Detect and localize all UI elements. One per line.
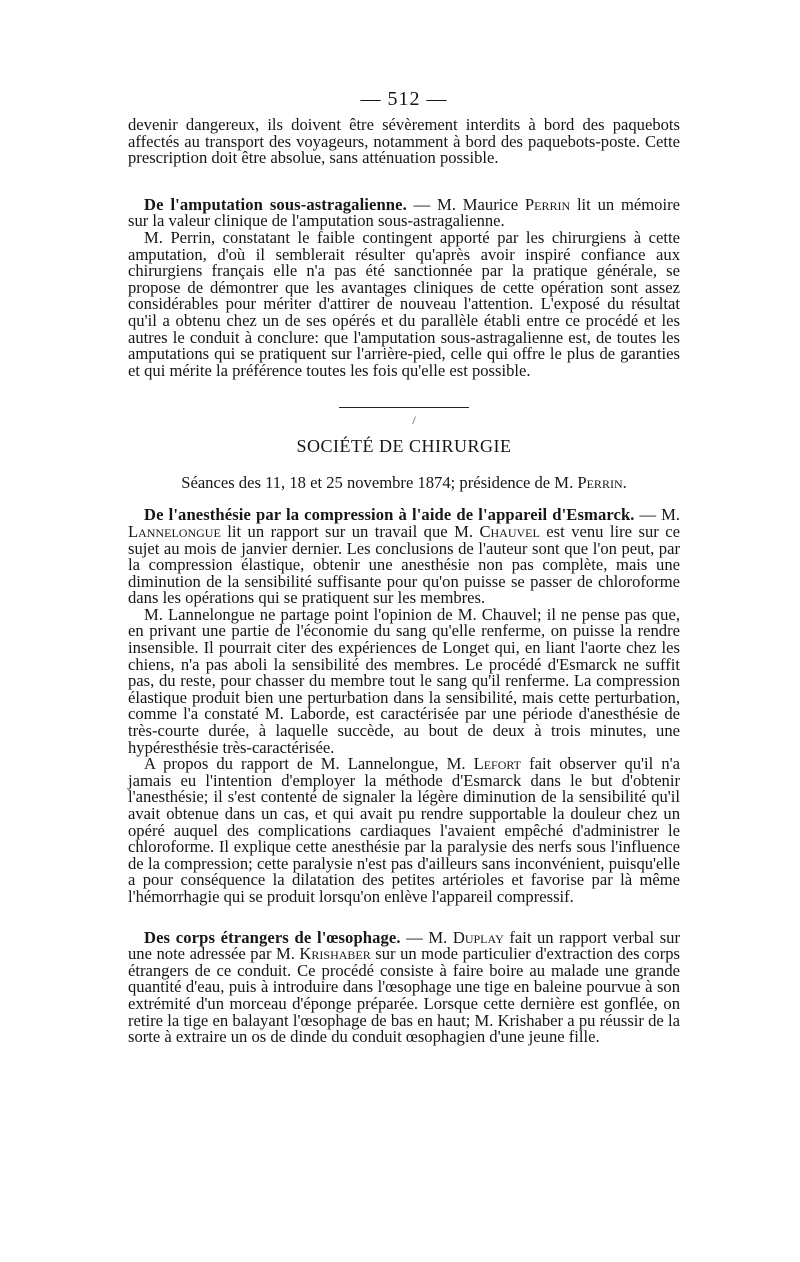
oesophage-name-1: Duplay <box>452 927 504 947</box>
anesthesie-name-1: Lannelongue <box>128 521 221 541</box>
anesthesie-heading: De l'anesthésie par la compression à l'aide de l'appareil d'Esmarck. <box>144 505 635 525</box>
document-page <box>128 88 680 1046</box>
anesthesie-paragraph <box>128 507 680 607</box>
oesophage-heading: Des corps étrangers de l'œsophage. <box>144 927 401 947</box>
anesthesie-t3: est venu lire sur ce sujet au mois de janvier dernier. Les conclusions de l'auteur sont que l'on peut, par la compression élastique, obtenir une anesthésie non pas complète, mais une diminution de la sensibilité suffisante pour qu'on puisse se passer de chloroforme dans les opérations qui se pratiquent sur les membres. <box>128 521 680 608</box>
page-number: — 512 — <box>360 88 448 110</box>
amputation-rest: lit un mémoire sur la valeur clinique de l'amputation sous-astragalienne. <box>128 194 680 231</box>
oesophage-t2: fait un rapport verbal sur une note adressée par M. <box>128 927 680 964</box>
anesthesie-p3b: fait observer qu'il n'a jamais eu l'intention d'employer la méthode d'Esmarck dans le but d'obtenir l'anesthésie; il s'est contenté de signaler la légère diminution de la sensibilité qu'il avait obtenue dans un cas, et qui avait pu rendre supportable la douleur chez un opéré auquel des complications cardiaques l'avaient empêché d'administrer le chloroforme. Il explique cette anesthésie par la paralysie des nerfs sous l'influence de la compression; cette paralysie n'est pas d'ailleurs sans inconvénient, puisqu'elle a pour conséquence la dilatation des petites artérioles et favorise par là même l'hémorrhagie qui se produit lorsqu'on enlève l'appareil compressif. <box>128 754 680 906</box>
amputation-intro: — M. Maurice <box>406 194 525 214</box>
oesophage-t1: — M. <box>400 927 453 947</box>
anesthesie-name-2: Chauvel <box>479 521 540 541</box>
seances-president: Perrin <box>577 473 623 493</box>
section-divider <box>339 407 469 408</box>
continued-paragraph: devenir dangereux, ils doivent être sévèrement interdits à bord des paquebots affectés au transport des voyageurs, notamment à bord des paquebots-poste. Cette prescription doit être absolue, sans atténuation possible. <box>128 115 680 168</box>
oesophage-name-2: Krishaber <box>299 944 371 964</box>
amputation-paragraph <box>128 194 680 231</box>
anesthesie-p3a: A propos du rapport de M. Lannelongue, M. <box>144 754 474 774</box>
society-title: SOCIÉTÉ DE CHIRURGIE <box>296 436 512 457</box>
amputation-heading: De l'amputation sous-astragalienne. <box>144 194 407 214</box>
anesthesie-paragraph-3 <box>128 756 680 905</box>
seances-end: . <box>622 473 627 493</box>
anesthesie-t1: — M. <box>634 505 681 525</box>
anesthesie-name-3: Lefort <box>473 754 521 774</box>
anesthesie-paragraph-2: M. Lannelongue ne partage point l'opinion de M. Chauvel; il ne pense pas que, en privant une partie de l'économie du sang qu'elle renferme, on puisse la rendre insensible. Il pourrait citer des expériences de Longet qui, en liant l'aorte chez les chiens, n'a pas aboli la sensibilité des membres. Le procédé d'Esmarck ne suffit pas, du reste, pour chasser du membre tout le sang qu'il renferme. La compression élastique produit bien une perturbation dans la sensibilité, mais cette perturbation, comme l'a constaté M. Laborde, est caractérisée par une période d'anesthésie de très-courte durée, à laquelle succède, au bout de deux à trois minutes, une hypéresthésie très-caractérisée. <box>128 604 680 757</box>
anesthesie-t2: lit un rapport sur un travail que M. <box>220 521 480 541</box>
amputation-author: Perrin <box>524 194 571 214</box>
oesophage-t3: sur un mode particulier d'extraction des corps étrangers de ce conduit. Ce procédé consiste à faire boire au malade une grande quantité d'eau, puis à introduire dans l'œsophage une tige en baleine pourvue à son extrémité d'un morceau d'éponge préparée. Lorsque cette dernière est gonflée, on retire la tige en balayant l'œsophage de bas en haut; M. Krishaber a pu réussir de la sorte à extraire un os de dinde du conduit œsophagien d'une jeune fille. <box>128 944 680 1047</box>
oesophage-paragraph <box>128 927 680 1047</box>
amputation-paragraph-2: M. Perrin, constatant le faible contingent apporté par les chirurgiens à cette amputation, d'où il semblerait résulter qu'après avoir inspiré confiance aux chirurgiens français elle n'a pas été sanctionnée par la pratique générale, se propose de démontrer que les avantages cliniques de cette opération sont assez considérables pour mériter d'attirer de nouveau l'attention. L'exposé du résultat qu'il a obtenu chez un de ses opérés et du parallèle établi entre ce procédé et les autres le conduit à conclure: que l'amputation sous-astragalienne est, de toutes les amputations qui se pratiquent sur l'arrière-pied, celle qui offre le plus de garanties et qui mérite la préférence toutes les fois qu'elle est possible. <box>128 227 680 380</box>
divider-mark: / <box>412 413 416 428</box>
seances-text: Séances des 11, 18 et 25 novembre 1874; présidence de M. <box>181 473 578 493</box>
seances-line <box>128 473 680 493</box>
